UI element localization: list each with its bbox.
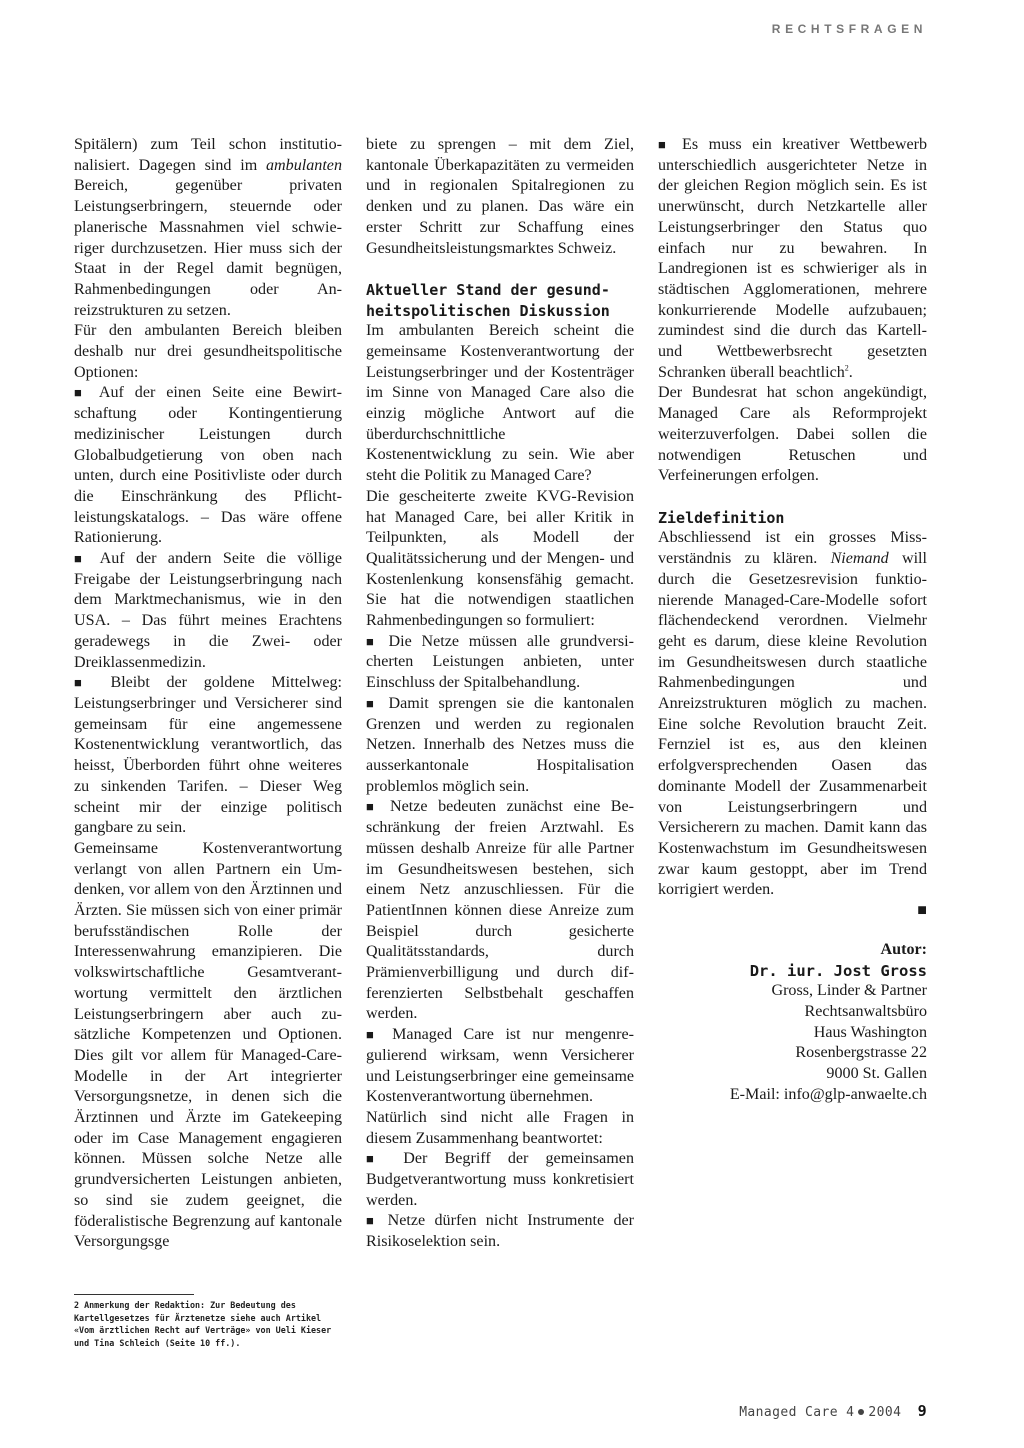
section-title: RECHTSFRAGEN	[771, 22, 927, 36]
bullet-item: ■ Auf der andern Seite die völlige Freigabe der Leistungserbringung nach dem Marktmechanismus, wie in den USA. – Das führt meines Erachtens geradewegs in die Zwei- oder Dreiklassenmedizin.	[74, 549, 342, 673]
bullet-item: ■ Die Netze müssen alle grundversicherten Leistungen anbieten, unter Einschluss der Spitalbehandlung.	[366, 632, 634, 694]
page-number: 9	[917, 1402, 927, 1420]
text: .	[848, 363, 853, 381]
text: Abschliessend ist ein grosses Missverständnis zu klären.	[658, 529, 927, 568]
issue-year: 2004	[868, 1405, 902, 1420]
footnote-divider	[74, 1294, 194, 1295]
bullet-item: ■ Bleibt der goldene Mittelweg: Leistungserbringer und Versicherer sind gemeinsam für eine angemessene Kostenentwicklung verantwortlich, das heisst, Überborden führt ohne weiteres zu sinkenden Tarifen. – Dieser Weg scheint mir der einzige politisch gangbare zu sein.	[74, 673, 342, 839]
text: Spitälern) zum Teil schon institutionalisiert. Dagegen sind im	[74, 136, 342, 174]
bullet-dot-icon	[858, 1409, 864, 1415]
page-footer	[739, 1402, 927, 1420]
author-city: 9000 St. Gallen	[826, 1065, 927, 1083]
author-block	[658, 940, 927, 1106]
paragraph	[74, 135, 342, 321]
bullet-item: ■ Der Begriff der gemeinsamen Budgetverantwortung muss konkretisiert werden.	[366, 1149, 634, 1211]
author-firm: Gross, Linder & Partner	[771, 982, 927, 1000]
bullet-item: ■ Managed Care ist nur mengenregulierend wirksam, wenn Versicherer und Leistungserbringer eine gemeinsame Kostenverantwortung übernehmen.	[366, 1025, 634, 1108]
author-street: Rosenbergstrasse 22	[795, 1044, 927, 1062]
paragraph	[658, 528, 927, 921]
section-heading: Zieldefinition	[658, 508, 785, 527]
text: Bereich, gegenüber privaten Leistungserbringern, steuernde oder planerische Massnahmen viel schwieriger durchzusetzen. Hier muss sich der Staat in der Regel damit begnügen, Rahmenbedingungen oder Anreizstrukturen zu setzen.	[74, 177, 342, 319]
author-office: Rechtsanwaltsbüro	[804, 1002, 927, 1020]
paragraph: Die gescheiterte zweite KVG-Revision hat Managed Care, bei aller Kritik in Teilpunkten, als Modell der Qualitätssicherung und der Mengen- und Kostenlenkung konsensfähig gemacht. Sie hat die notwendigen staatlichen Rahmenbedingungen so formuliert:	[366, 487, 634, 630]
paragraph: Für den ambulanten Bereich bleiben deshalb nur drei gesundheitspolitische Optionen:	[74, 322, 342, 381]
bullet-item: ■ Netze dürfen nicht Instrumente der Risikoselektion sein.	[366, 1211, 634, 1252]
emphasis: Niemand	[830, 550, 889, 568]
text: will durch die Gesetzesrevision funktionierende Managed-Care-Modelle sofort flächendeckend verordnen. Vielmehr geht es darum, diese kleine Revolution im Gesundheitswesen durch staatliche Rahmenbedingungen und Anreizstrukturen möglich zu machen. Eine solche Revolution braucht Zeit. Fernziel ist es, aus den kleinen erfolgversprechenden Oasen das dominante Modell der Zusammenarbeit von Leistungserbringern und Versicherern zu machen. Damit kann das Kostenwachstum im Gesundheitswesen zwar kaum gestoppt, aber im Trend korrigiert werden.	[658, 550, 928, 899]
bullet-item: ■ Netze bedeuten zunächst eine Beschränkung der freien Arztwahl. Es müssen deshalb Anreize für alle Partner im Gesundheitswesen bestehen, sich einem Netz anzuschliessen. Für die PatientInnen können diese Anreize zum Beispiel durch gesicherte Qualitätsstandards, durch Prämienverbilligung und durch differenzierten Selbstbehalt geschaffen werden.	[366, 797, 634, 1025]
bullet-item: ■ Auf der einen Seite eine Bewirtschaftung oder Kontingentierung medizinischer Leistungen durch Globalbudgetierung von oben nach unten, durch eine Positivliste oder durch die Einschränkung des Pflichtleistungskatalogs. – Das wäre offene Rationierung.	[74, 383, 342, 549]
column-3	[658, 135, 927, 1105]
paragraph: Natürlich sind nicht alle Fragen in diesem Zusammenhang beantwortet:	[366, 1108, 634, 1147]
column-1	[74, 135, 342, 1253]
issue-number: 4	[846, 1405, 855, 1420]
emphasis: ambulanten	[266, 156, 342, 174]
bullet-item: ■ Damit sprengen sie die kantonalen Grenzen und werden zu regionalen Netzen. Innerhalb des Netzes muss die ausserkantonale Hospitalisation problemlos möglich sein.	[366, 694, 634, 798]
footnote: 2 Anmerkung der Redaktion: Zur Bedeutung des Kartellgesetzes für Ärztenetze siehe auch Artikel «Vom ärztlichen Recht auf Verträge» von Ueli Kieser und Tina Schleich (Seite 10 ff.).	[74, 1300, 332, 1348]
bullet-item	[658, 135, 927, 383]
author-email[interactable]: E-Mail: info@glp-anwaelte.ch	[729, 1085, 927, 1103]
paragraph: Im ambulanten Bereich scheint die gemeinsame Kostenverantwortung der Leistungserbringer und der Kostenträger im Sinne von Managed Care also die einzig mögliche Antwort auf die überdurchschnittliche Kostenentwicklung zu sein. Wie aber steht die Politik zu Managed Care?	[366, 322, 634, 485]
text: Es muss ein kreativer Wettbewerb unterschiedlich ausgerichteter Netze in der gleichen Region möglich sein. Es ist unerwünscht, durch Netzkartelle aller Leistungserbringer den Status quo einfach nur zu bewahren. In Landregionen ist es schwieriger als in städtischen Agglomerationen, mehrere konkurrierende Modelle aufzubauen; zumindest sind die durch das Kartell- und Wettbewerbsrecht gesetzten Schranken überall beachtlich	[658, 136, 928, 381]
paragraph: biete zu sprengen – mit dem Ziel, kantonale Überkapazitäten zu vermeiden und in regionalen Spitalregionen zu denken und zu planen. Das wäre ein erster Schritt zur Schaffung eines Gesundheitsleistungsmarktes Schweiz.	[366, 136, 634, 257]
end-mark: ■	[917, 902, 927, 920]
author-label: Autor:	[880, 940, 927, 958]
journal-name: Managed Care	[739, 1405, 838, 1420]
author-building: Haus Washington	[813, 1023, 927, 1041]
author-name: Dr. iur. Jost Gross	[749, 961, 927, 980]
paragraph: Gemeinsame Kostenverantwortung verlangt von allen Partnern ein Umdenken, vor allem von den Ärztinnen und Ärzten. Sie müssen sich von einer primär berufsständischen Rolle der Interessenwahrung emanzipieren. Die volkswirtschaftliche Gesamtverantwortung vermittelt den ärztlichen Leistungserbringern aber auch zusätzliche Kompetenzen und Optionen. Dies gilt vor allem für Managed-Care-Modelle in der Art integrierter Versorgungsnetze, in denen sich die Ärztinnen und Ärzte im Gatekeeping oder im Case Management engagieren können. Müssen solche Netze alle grundversicherten Leistungen anbieten, so sind sie zudem geeignet, die föderalistische Begrenzung auf kantonale Versorgungsge	[74, 839, 342, 1251]
section-heading: Aktueller Stand der gesundheitspolitischen Diskussion	[366, 281, 610, 320]
paragraph: Der Bundesrat hat schon angekündigt, Managed Care als Reformprojekt weiterzuverfolgen. Dabei sollen die notwendigen Retuschen und Verfeinerungen erfolgen.	[658, 384, 927, 485]
column-2	[366, 135, 634, 1253]
footnote-ref: 2	[844, 363, 849, 373]
